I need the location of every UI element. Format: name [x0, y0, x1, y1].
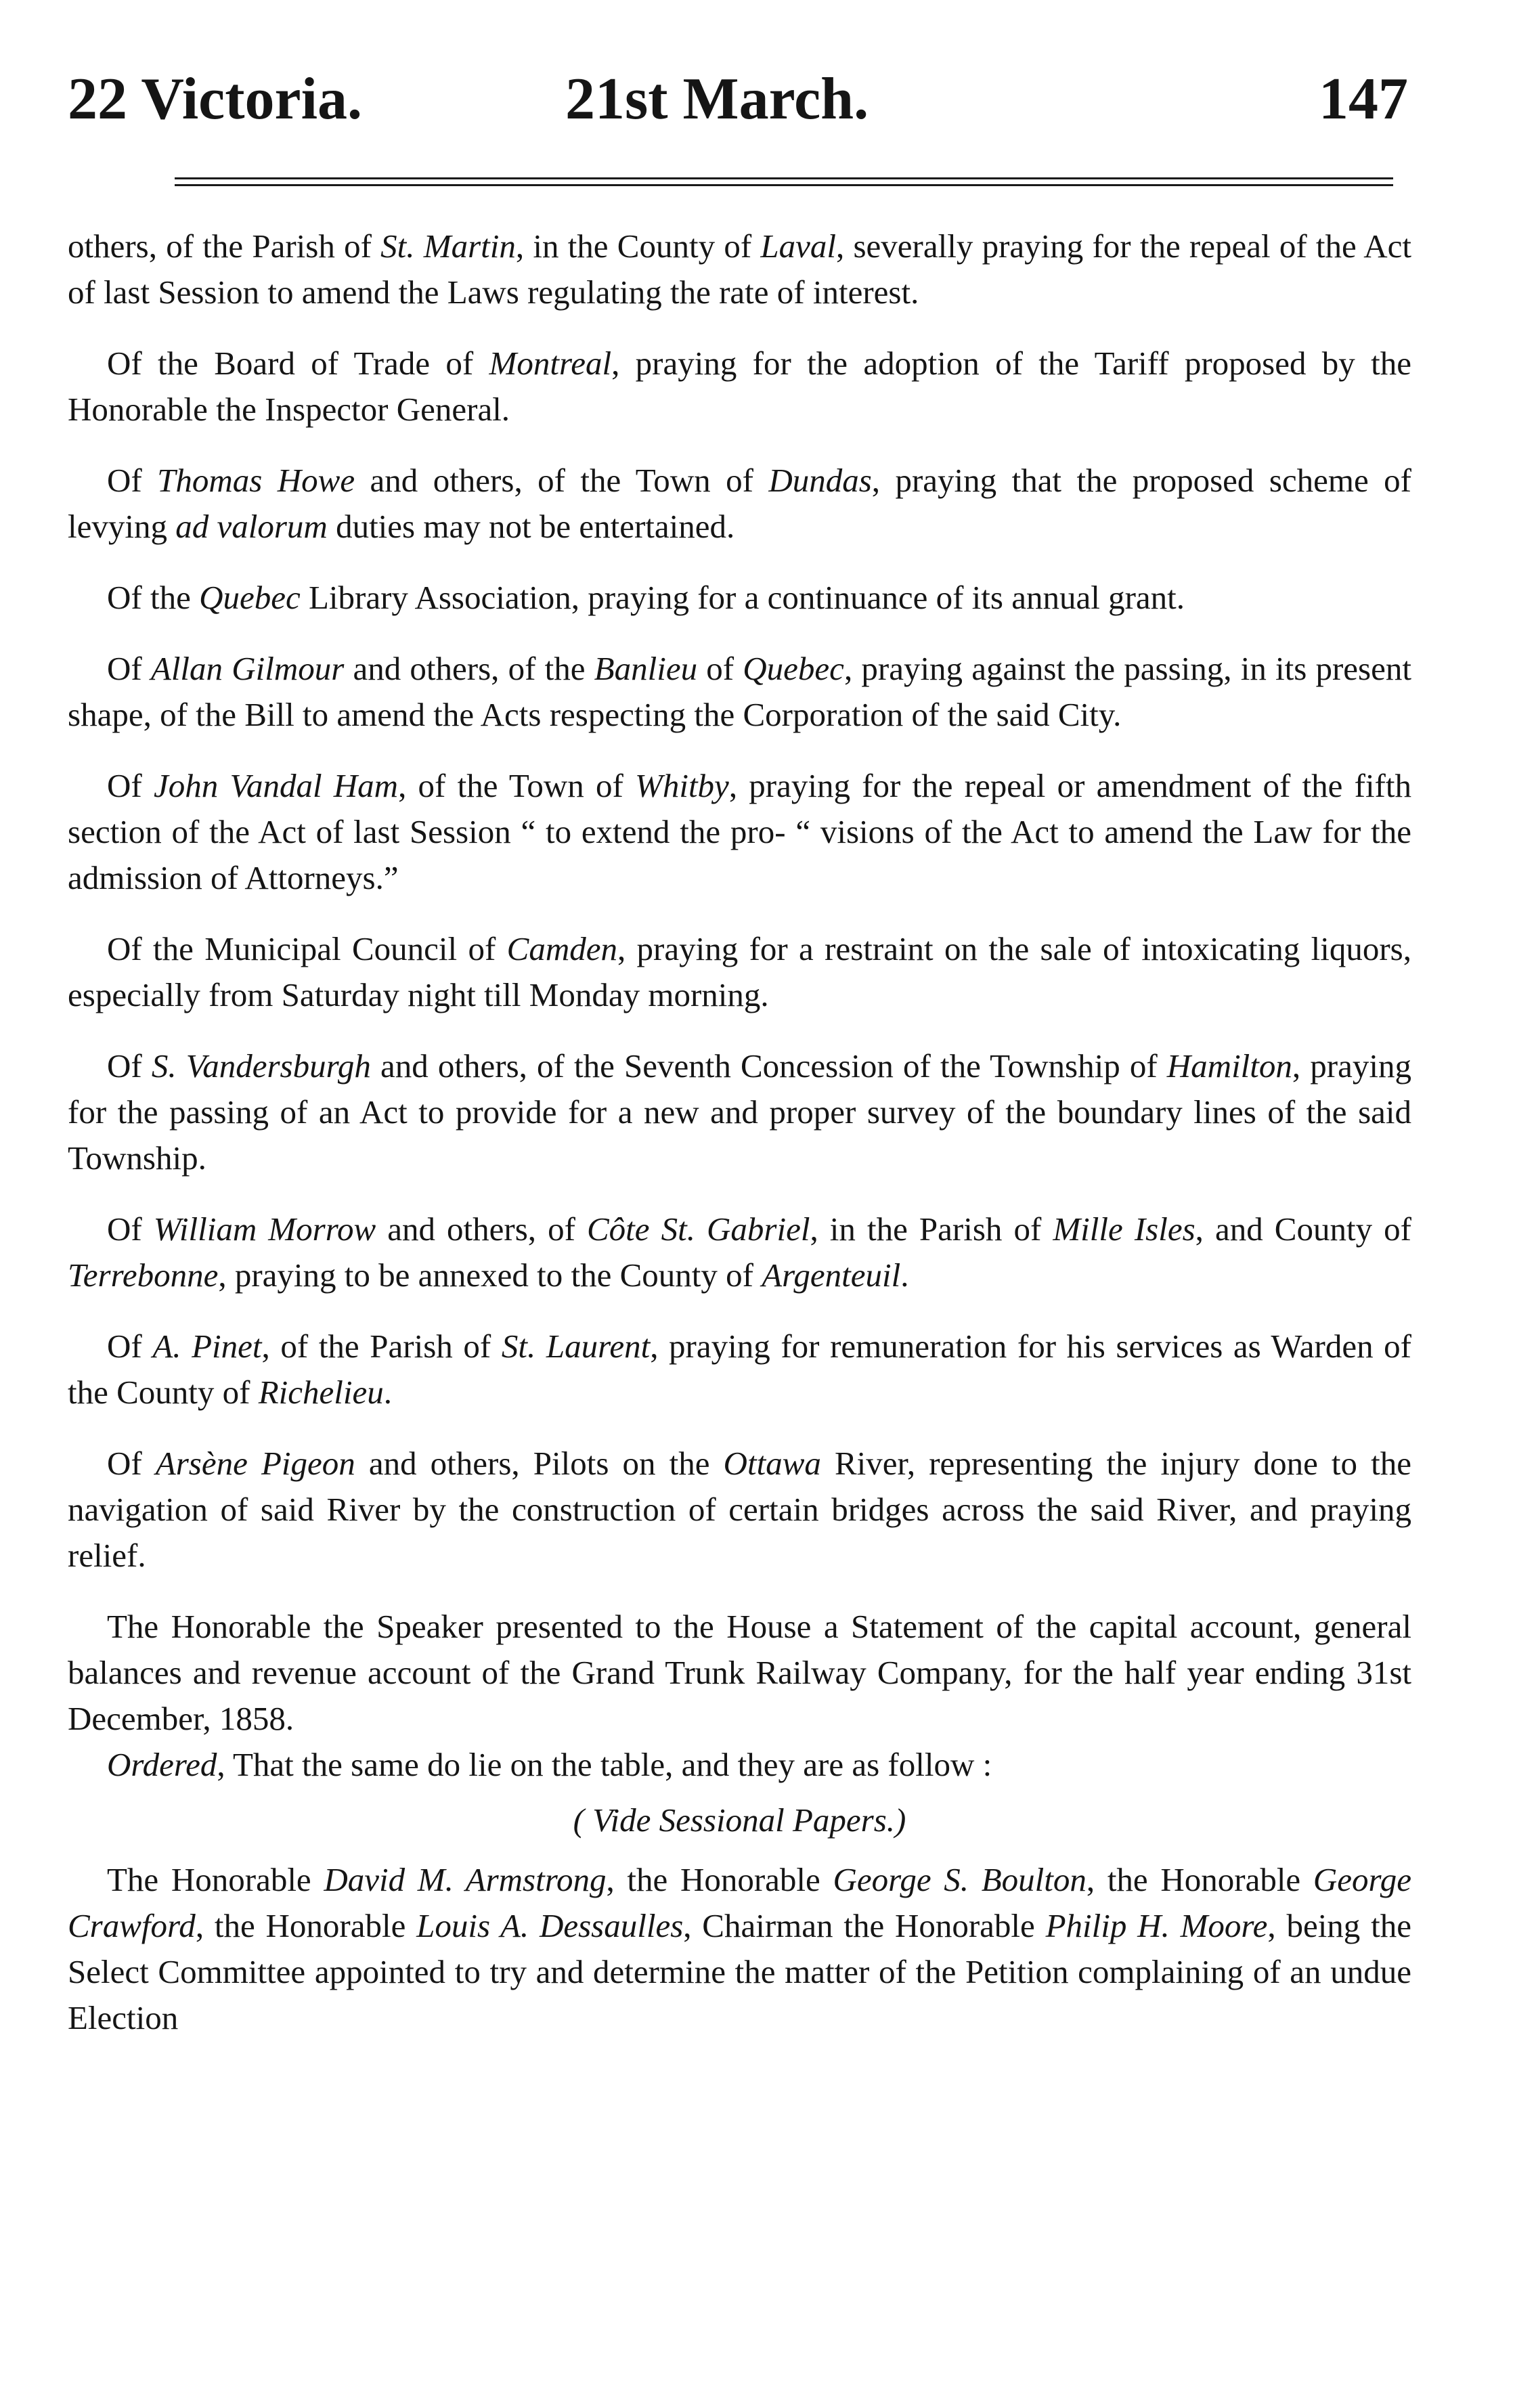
- italic-text: Mille Isles: [1053, 1210, 1195, 1248]
- paragraph-p11: [68, 1441, 1411, 1579]
- paragraph-p7: [68, 926, 1411, 1018]
- text-run: The Honorable the Speaker presented to the House a Statement of the capital account, general balances and revenue account of the Grand Trunk Railway Company, for the half year ending 31st December, 1858.: [68, 1608, 1411, 1737]
- italic-text: George Crawford: [68, 1861, 1412, 1944]
- body-text: [68, 223, 1411, 2066]
- running-head-date: 21st March.: [565, 66, 869, 132]
- italic-text: William Morrow: [153, 1210, 376, 1248]
- text-run: and others, of the Seventh Concession of the Township of: [370, 1047, 1167, 1085]
- text-run: , praying against the passing, in its present shape, of the Bill to amend the Acts respecting the Corporation of the said City.: [68, 650, 1411, 733]
- text-run: Of the Municipal Council of: [107, 930, 507, 967]
- text-run: Of: [107, 650, 151, 687]
- italic-text: Richelieu: [258, 1374, 384, 1411]
- text-run: Of: [107, 1210, 154, 1248]
- text-run: River, representing the injury done to the navigation of said River by the construction of certain bridges across the said River, and praying relief.: [68, 1445, 1411, 1574]
- text-run: , praying for the passing of an Act to provide for a new and proper survey of the boundary lines of the said Township.: [68, 1047, 1411, 1177]
- italic-text: Thomas Howe: [157, 462, 355, 499]
- italic-text: Whitby: [635, 767, 729, 804]
- italic-text: Terrebonne: [68, 1256, 219, 1294]
- text-run: Of: [107, 1047, 152, 1085]
- text-run: Of: [107, 1445, 156, 1482]
- text-run: and others, of the Town of: [355, 462, 769, 499]
- header-rule-bottom: [175, 184, 1393, 186]
- text-run: and others, Pilots on the: [355, 1445, 724, 1482]
- running-head: [68, 62, 1408, 137]
- text-run: Library Association, praying for a continuance of its annual grant.: [300, 579, 1185, 616]
- text-run: Of: [107, 1328, 153, 1365]
- paragraph-p1: [68, 223, 1411, 315]
- text-run: , severally praying for the repeal of the Act of last Session to amend the Laws regulating the rate of interest.: [68, 227, 1412, 311]
- paragraph-p4: [68, 575, 1411, 621]
- paragraph-p9: [68, 1206, 1411, 1298]
- italic-text: John Vandal Ham: [153, 767, 399, 804]
- italic-text: David M. Armstrong: [324, 1861, 607, 1898]
- italic-text: St. Laurent: [501, 1328, 651, 1365]
- paragraph-p3: [68, 458, 1411, 550]
- header-rule-top: [175, 177, 1393, 179]
- italic-text: Camden: [506, 930, 617, 967]
- paragraph-p12: [68, 1604, 1411, 1742]
- italic-text: Quebec: [743, 650, 844, 687]
- text-run: Of the Board of Trade of: [107, 345, 489, 382]
- text-run: , Chairman the Honorable: [683, 1907, 1046, 1944]
- italic-text: Philip H. Moore: [1045, 1907, 1268, 1944]
- text-run: , the Honorable: [195, 1907, 417, 1944]
- text-run: , of the Parish of: [261, 1328, 502, 1365]
- text-run: .: [383, 1374, 393, 1411]
- text-run: ( Vide Sessional Papers.): [573, 1801, 906, 1839]
- text-run: , being the Select Committee appointed to try and determine the matter of the Petition complaining of an undue Election: [68, 1907, 1411, 2036]
- italic-text: Dundas: [768, 462, 872, 499]
- italic-text: Louis A. Dessaulles: [416, 1907, 684, 1944]
- italic-text: Ottawa: [723, 1445, 821, 1482]
- italic-text: ad valorum: [175, 508, 328, 545]
- italic-text: Côte St. Gabriel: [586, 1210, 810, 1248]
- text-run: , That the same do lie on the table, and they are as follow :: [217, 1746, 992, 1783]
- text-run: , praying that the proposed scheme of levying: [68, 462, 1411, 545]
- text-run: , praying for a restraint on the sale of intoxicating liquors, especially from Saturday night till Monday morning.: [68, 930, 1411, 1013]
- text-run: , praying for remuneration for his services as Warden of the County of: [68, 1328, 1411, 1411]
- paragraph-p10: [68, 1323, 1411, 1416]
- italic-text: Argenteuil: [762, 1256, 901, 1294]
- text-run: The Honorable: [107, 1861, 324, 1898]
- paragraph-p14: [68, 1797, 1411, 1843]
- text-run: .: [900, 1256, 909, 1294]
- text-run: duties may not be entertained.: [327, 508, 735, 545]
- italic-text: Quebec: [199, 579, 301, 616]
- italic-text: Ordered: [107, 1746, 217, 1783]
- paragraph-p8: [68, 1043, 1411, 1181]
- italic-text: Montreal: [489, 345, 612, 382]
- text-run: of: [697, 650, 743, 687]
- italic-text: Allan Gilmour: [150, 650, 345, 687]
- text-run: and others, of the: [344, 650, 594, 687]
- italic-text: Banlieu: [594, 650, 698, 687]
- italic-text: A. Pinet: [152, 1328, 262, 1365]
- text-run: , in the Parish of: [810, 1210, 1053, 1248]
- text-run: , the Honorable: [1086, 1861, 1313, 1898]
- paragraph-p15: [68, 1857, 1411, 2041]
- paragraph-p5: [68, 646, 1411, 738]
- text-run: others, of the Parish of: [68, 227, 381, 265]
- italic-text: Laval: [760, 227, 836, 265]
- text-run: , praying for the repeal or amendment of the fifth section of the Act of last Session “ to extend the pro- “ visions of the Act to amend the Law for the admission of Attorneys.”: [68, 767, 1411, 896]
- text-run: , praying to be annexed to the County of: [218, 1256, 762, 1294]
- text-run: , of the Town of: [398, 767, 636, 804]
- italic-text: George S. Boulton: [833, 1861, 1087, 1898]
- text-run: , the Honorable: [606, 1861, 833, 1898]
- running-head-left: 22 Victoria.: [68, 66, 363, 132]
- text-run: and others, of: [376, 1210, 587, 1248]
- text-run: , in the County of: [515, 227, 761, 265]
- paragraph-p6: [68, 763, 1411, 901]
- page-number: 147: [1319, 66, 1408, 132]
- paragraph-p13: [68, 1742, 1411, 1788]
- italic-text: Arsène Pigeon: [155, 1445, 355, 1482]
- paragraph-p2: [68, 341, 1411, 433]
- text-run: Of: [107, 462, 158, 499]
- italic-text: S. Vandersburgh: [151, 1047, 371, 1085]
- text-run: , and County of: [1195, 1210, 1411, 1248]
- italic-text: St. Martin: [380, 227, 516, 265]
- text-run: , praying for the adoption of the Tariff proposed by the Honorable the Inspector General.: [68, 345, 1411, 428]
- text-run: Of: [107, 767, 154, 804]
- text-run: Of the: [107, 579, 200, 616]
- italic-text: Hamilton: [1166, 1047, 1292, 1085]
